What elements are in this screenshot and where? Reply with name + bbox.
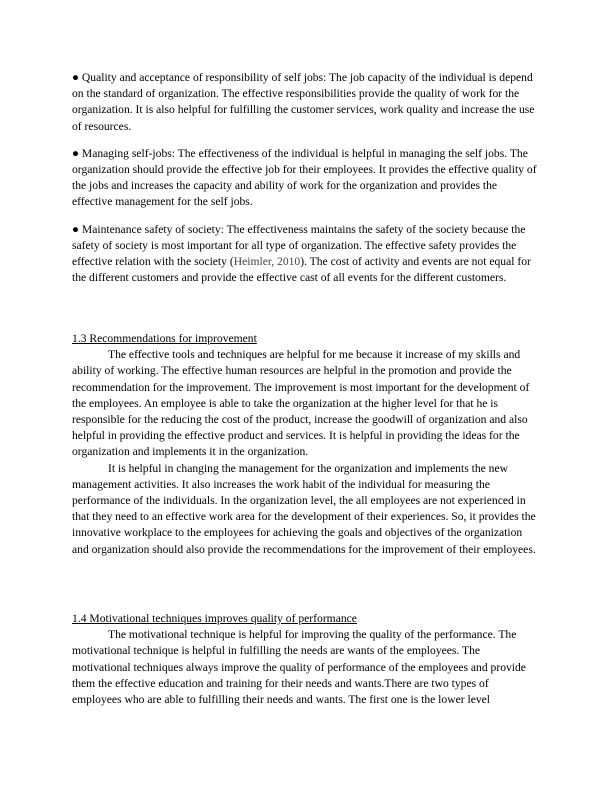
body-paragraph: It is helpful in changing the management for the organization and implements the new management activities. It also increases the work habit of the individual for measuring the performance of the individuals. In the organization level, the all employees are not experienced in that they need to an effective work area for the development of their experiences. So, it provides the innovative workplace to the employees for achieving the goals and objectives of the organization and organization should also provide the recommendations for the improvement of their employees. — [72, 461, 536, 556]
section-motivational-techniques — [72, 611, 540, 708]
bullet-icon: ● — [72, 222, 80, 236]
bullet-item — [72, 70, 540, 135]
body-paragraph: The effective tools and techniques are helpful for me because it increase of my skills and ability of working. The effective human resources are helpful in the promotion and provide the recommendation for the improvement. The improvement is most important for the development of the employees. An employee is able to take the organization at the higher level for that he is responsible for the reducing the cost of the product, increase the goodwill of organization and also helpful in providing the effective product and services. It is helpful in providing the ideas for the organization and implements it in the organization. — [72, 348, 530, 459]
bullet-text: Quality and acceptance of responsibility of self jobs: The job capacity of the individual is depend on the standard of organization. The effective responsibilities provide the quality of work for the organization. It is also helpful for fulfilling the customer services, work quality and increase the use of resources. — [72, 71, 535, 133]
bullet-text: Maintenance safety of society: The effectiveness maintains the safety of the society because the safety of society is most important for all type of organization. The effective safety provides the effective relation with the society ( — [72, 222, 526, 269]
body-paragraph: The motivational technique is helpful for improving the quality of the performance. The motivational technique is helpful in fulfilling the needs are wants of the employees. The motivational techniques always improve the quality of performance of the employees and provide them the effective education and training for their needs and wants.There are two types of employees who are able to fulfilling their needs and wants. The first one is the lower level — [72, 628, 526, 707]
bullet-item — [72, 146, 540, 211]
bullet-icon: ● — [72, 146, 80, 160]
section-heading: 1.3 Recommendations for improvement — [72, 332, 257, 345]
bullet-list — [72, 70, 540, 297]
section-recommendations — [72, 331, 540, 558]
section-heading: 1.4 Motivational techniques improves quality of performance — [72, 612, 357, 625]
citation: Heimler, 2010 — [233, 255, 301, 269]
bullet-icon: ● — [72, 71, 80, 84]
bullet-text: Managing self-jobs: The effectiveness of the individual is helpful in managing the self jobs. The organization should provide the effective job for their employees. It provides the effective quality of the jobs and increases the capacity and ability of work for the organization and provides the effective management for the self jobs. — [72, 146, 537, 209]
bullet-text: ). The cost of activity and events are not equal for the different customers and provide the effective cast of all events for the different customers. — [72, 255, 531, 285]
bullet-item — [72, 222, 540, 287]
